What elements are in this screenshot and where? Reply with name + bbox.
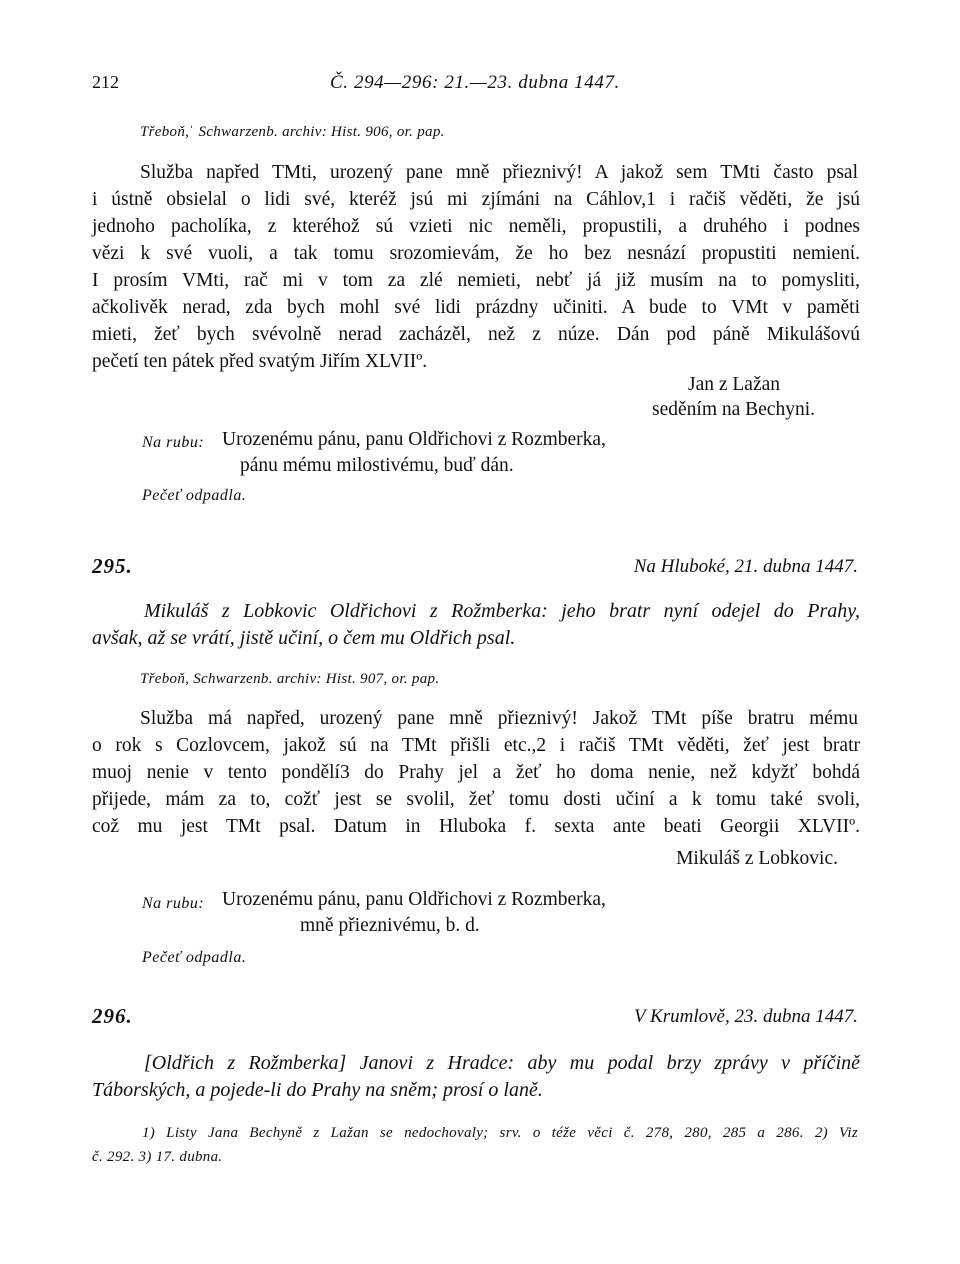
seal-note-294: Pečeť odpadla. [142, 487, 247, 504]
text-line-294-8: pečetí ten pátek před svatým Jiřím XLVIIº. [92, 351, 428, 372]
verso-address-294-1: Urozenému pánu, panu Oldřichovi z Rozmberka, [222, 429, 606, 450]
place-date-295: Na Hluboké, 21. dubna 1447. [633, 556, 858, 577]
text-line-294-6: ačkolivěk nerad, zda bych mohl své lidi prázdny učiniti. A bude to VMt v paměti [92, 297, 860, 318]
text-line-295-3: muoj nenie v tento pondělí3 do Prahy jel a žeť ho doma nenie, než kdyžť bohdá [92, 762, 860, 783]
text-line-294-2: i ústně obsielal o lidi své, kteréž jsú mi zjímáni na Cáhlov,1 i račiš věděti, že jsú [92, 189, 860, 210]
footnote-line-1: 1) Listy Jana Bechyně z Lažan se nedochovaly; srv. o téže věci č. 278, 280, 285 a 286. 2) Viz [142, 1125, 858, 1141]
summary-296-1: [Oldřich z Rožmberka] Janovi z Hradce: aby mu podal brzy zprávy v příčině [144, 1052, 860, 1074]
archive-source-295: Třeboň, Schwarzenb. archiv: Hist. 907, or. pap. [140, 671, 440, 687]
summary-295-1: Mikuláš z Lobkovic Oldřichovi z Rožmberka: jeho bratr nyní odejel do Prahy, [144, 600, 860, 622]
verso-address-294-2: pánu mému milostivému, buď dán. [240, 455, 514, 476]
page-number: 212 [92, 72, 119, 92]
verso-address-295-1: Urozenému pánu, panu Oldřichovi z Rozmberka, [222, 889, 606, 910]
text-line-294-5: I prosím VMti, rač mi v tom za zlé nemieti, nebť já již musím na to pomysliti, [92, 270, 860, 291]
document-number-296: 296. [92, 1004, 133, 1028]
text-line-294-4: vězi k své vuoli, a tak tomu srozomievám, že ho bez nesnází propustiti nemienί. [92, 243, 860, 264]
running-head: Č. 294—296: 21.—23. dubna 1447. [330, 72, 620, 93]
verso-address-295-2: mně přieznivému, b. d. [300, 915, 480, 936]
seal-note-295: Pečeť odpadla. [142, 949, 247, 966]
text-line-295-1: Služba má napřed, urozený pane mně přieznivý! Jakož TMt píše bratru mému [140, 708, 858, 729]
summary-296-2: Táborských, a pojede-li do Prahy na sněm; prosí o laně. [92, 1079, 543, 1101]
verso-label-295: Na rubu: [142, 895, 205, 912]
archive-source-294: Třeboň,ˈ Schwarzenb. archiv: Hist. 906, or. pap. [140, 124, 445, 140]
text-line-295-4: přijede, mám za to, cožť jest se svolil, žeť tomu dosti učiní a k tomu také svoli, [92, 789, 860, 810]
document-number-295: 295. [92, 554, 133, 578]
summary-295-2: avšak, až se vrátí, jistě učiní, o čem mu Oldřich psal. [92, 627, 516, 649]
text-line-295-5: což mu jest TMt psal. Datum in Hluboka f. sexta ante beati Georgii XLVIIº. [92, 816, 860, 837]
text-line-295-2: o rok s Cozlovcem, jakož sú na TMt přišli etc.,2 i račiš TMt věděti, žeť jest bratr [92, 735, 860, 756]
signature-line-2: seděním na Bechyni. [652, 399, 815, 420]
signature-line-1: Jan z Lažan [688, 374, 781, 395]
text-line-294-1: Služba napřed TMti, urozený pane mně přieznivý! A jakož sem TMti často psal [140, 162, 858, 183]
signature-295: Mikuláš z Lobkovic. [676, 848, 838, 869]
text-line-294-7: mieti, žeť bych svévolně nerad zacházěl, než z núze. Dán pod páně Mikulášovú [92, 324, 860, 345]
footnote-line-2: č. 292. 3) 17. dubna. [92, 1149, 223, 1165]
text-line-294-3: jednoho pacholíka, z kteréhož sú vzieti nic neměli, propustili, a druhého i podnes [92, 216, 860, 237]
verso-label-294: Na rubu: [142, 434, 205, 451]
place-date-296: V Krumlově, 23. dubna 1447. [634, 1006, 858, 1027]
